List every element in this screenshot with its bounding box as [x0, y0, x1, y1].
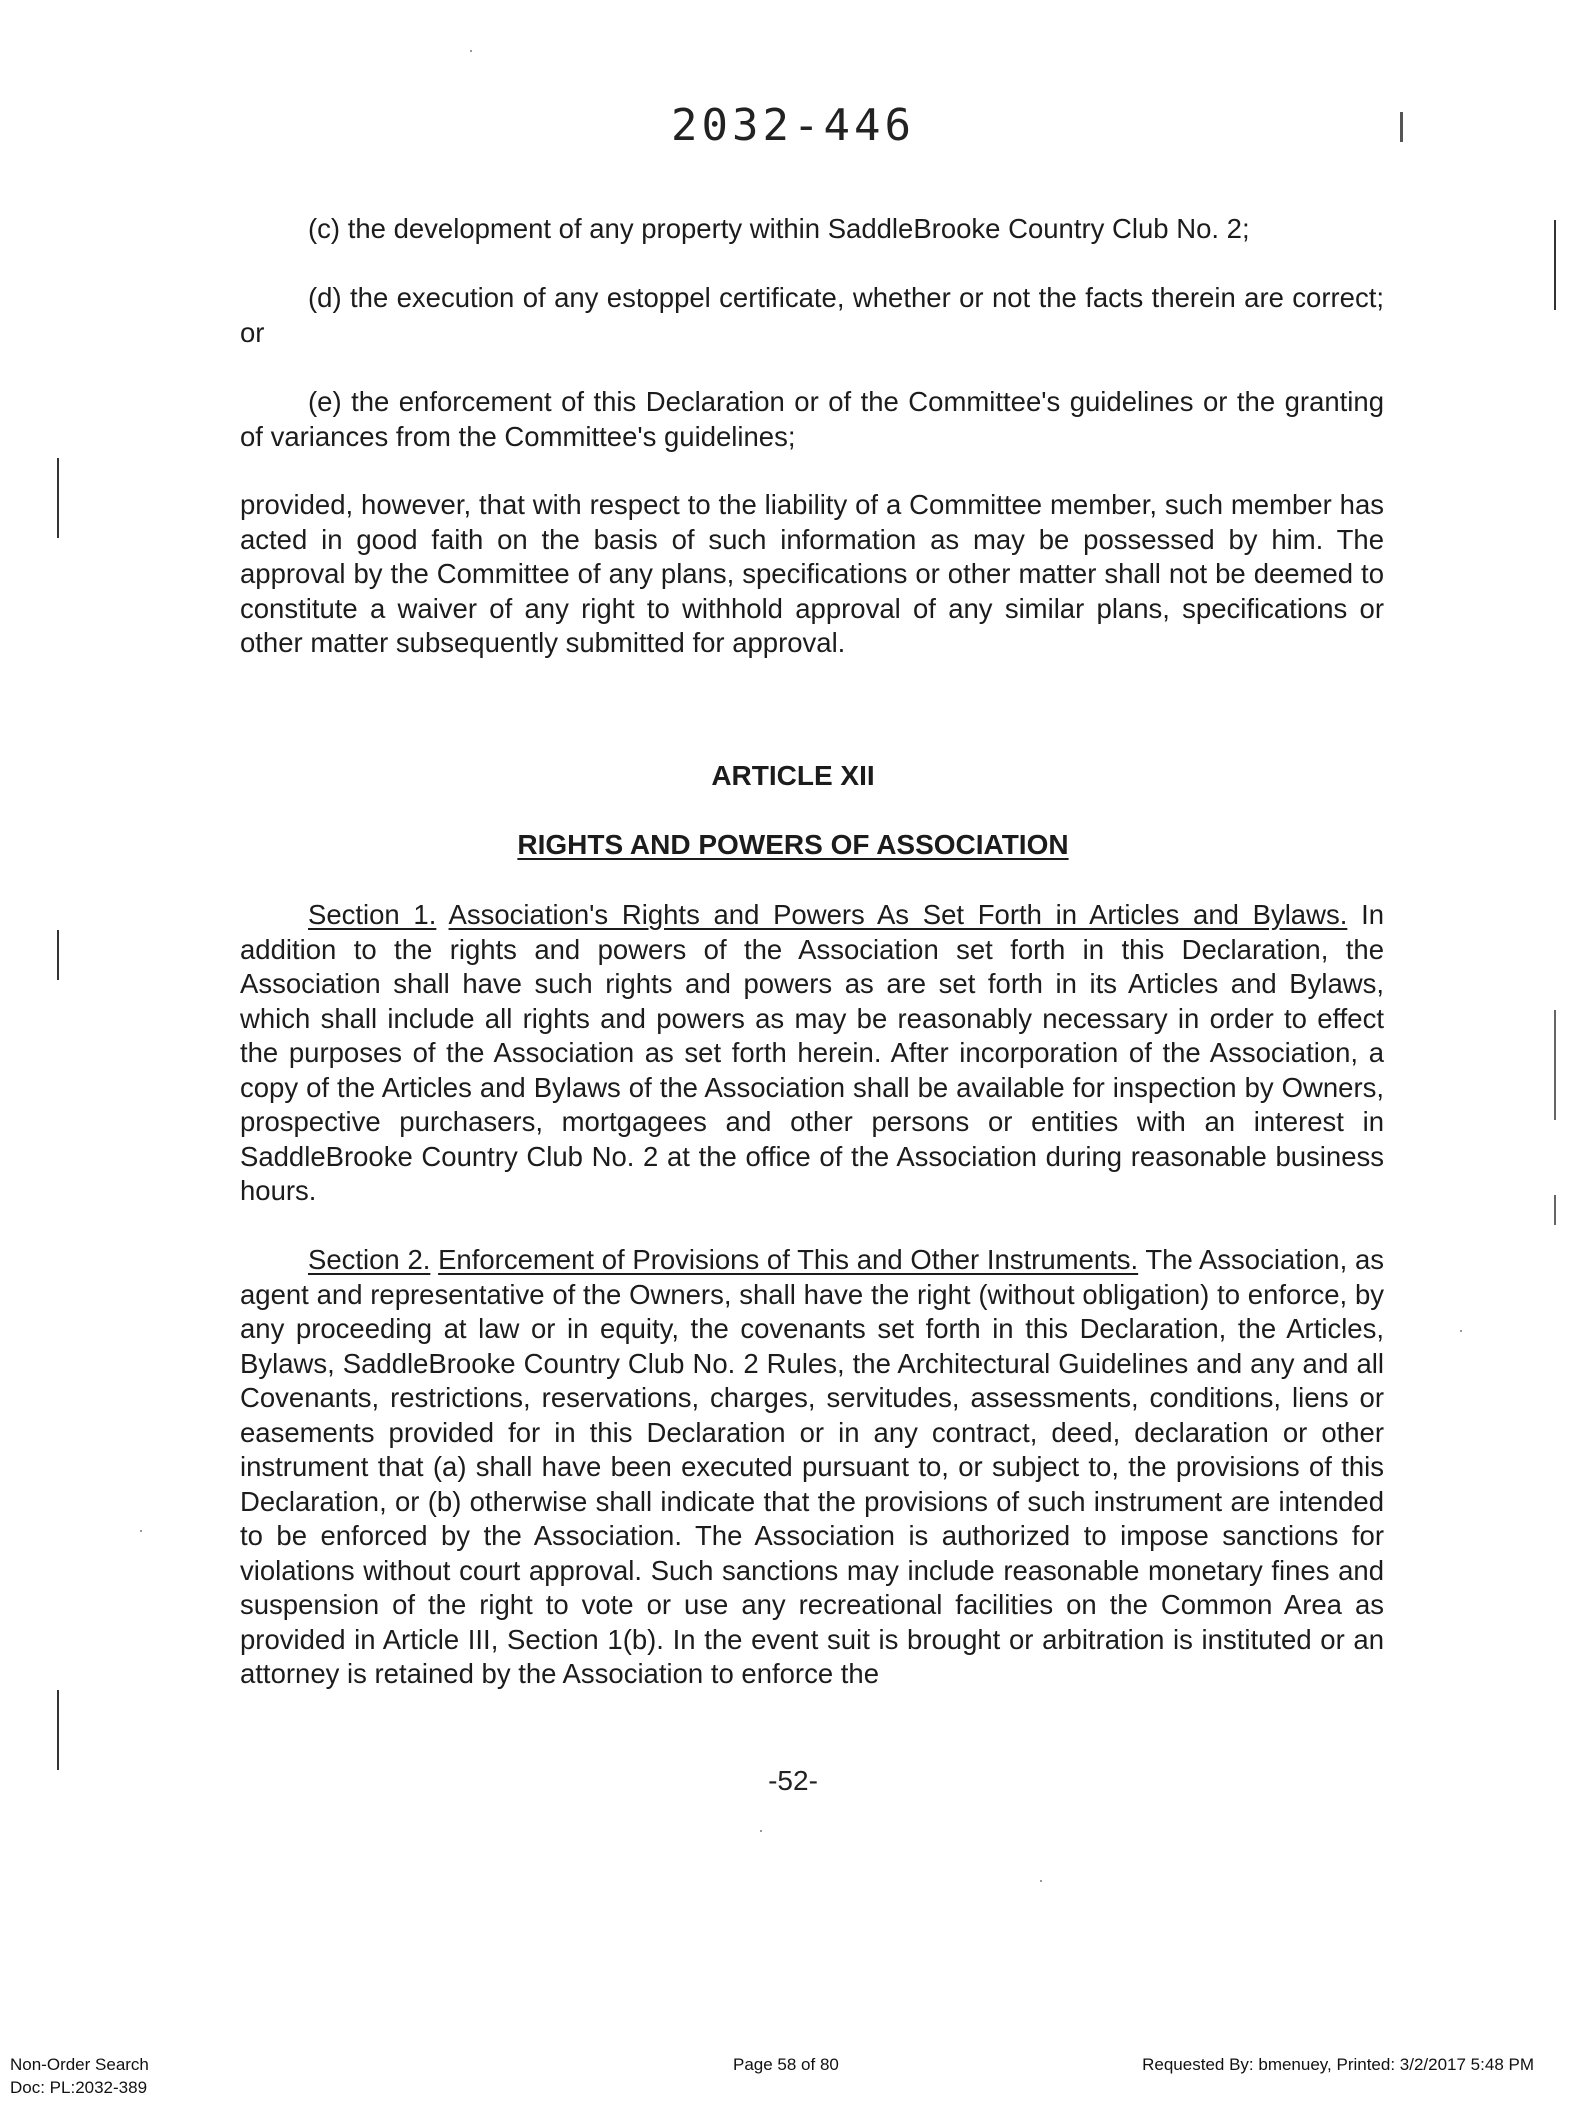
- section-1: [240, 898, 1384, 1209]
- scan-mark: [57, 1690, 59, 1770]
- scan-speck: [1040, 1880, 1042, 1882]
- scan-speck: [1460, 1330, 1462, 1332]
- clause-d: (d) the execution of any estoppel certificate, whether or not the facts therein are correct; or: [240, 282, 1384, 348]
- footer-search-type: Non-Order Search: [10, 2055, 149, 2074]
- page-number: -52-: [768, 1765, 818, 1796]
- footer-doc-id: Doc: PL:2032-389: [10, 2078, 148, 2097]
- article-title-text: RIGHTS AND POWERS OF ASSOCIATION: [517, 829, 1069, 860]
- proviso-paragraph: provided, however, that with respect to the liability of a Committee member, such member has acted in good faith on the basis of such information as may be possessed by him. The approval by the Committee of any plans, specifications or other matter shall not be deemed to constitute a waiver of any right to withhold approval of any similar plans, specifications or other matter subsequently submitted for approval.: [240, 489, 1384, 658]
- scan-mark: [57, 930, 59, 980]
- scan-mark: [1400, 112, 1403, 142]
- section-1-title: Association's Rights and Powers As Set Forth in Articles and Bylaws.: [448, 899, 1348, 930]
- section-2-text: The Association, as agent and representative of the Owners, shall have the right (without obligation) to enforce, by any proceeding at law or in equity, the covenants set forth in this Declaration, the Articles, Bylaws, SaddleBrooke Country Club No. 2 Rules, the Architectural Guidelines and any and all Covenants, restrictions, reservations, charges, servitudes, assessments, conditions, liens or easements provided for in this Declaration or in any contract, deed, declaration or other instrument that (a) shall have been executed pursuant to, or subject to, the provisions of this Declaration, or (b) otherwise shall indicate that the provisions of such instrument are intended to be enforced by the Association. The Association is authorized to impose sanctions for violations without court approval. Such sanctions may include reasonable monetary fines and suspension of the right to vote or use any recreational facilities on the Common Area as provided in Article III, Section 1(b). In the event suit is brought or arbitration is instituted or an attorney is retained by the Association to enforce the: [240, 1244, 1384, 1689]
- article-title: [0, 829, 1586, 861]
- record-number: 2032-446: [671, 100, 915, 151]
- section-1-heading: Section 1.: [308, 899, 437, 930]
- section-2-heading: Section 2.: [308, 1244, 431, 1275]
- scan-mark: [1554, 1010, 1556, 1120]
- section-1-text: In addition to the rights and powers of the Association set forth in this Declaration, the Association shall have such rights and powers as are set forth in its Articles and Bylaws, which shall include all rights and powers as may be reasonably necessary in order to effect the purposes of the Association as set forth herein. After incorporation of the Association, a copy of the Articles and Bylaws of the Association shall be available for inspection by Owners, prospective purchasers, mortgagees and other persons or entities with an interest in SaddleBrooke Country Club No. 2 at the office of the Association during reasonable business hours.: [240, 899, 1384, 1206]
- scan-speck: [470, 50, 472, 52]
- article-number: ARTICLE XII: [711, 760, 875, 791]
- clause-e: (e) the enforcement of this Declaration or of the Committee's guidelines or the granting of variances from the Committee's guidelines;: [240, 386, 1384, 452]
- section-2: [240, 1243, 1384, 1692]
- scan-mark: [1554, 220, 1556, 310]
- scan-mark: [1554, 1195, 1556, 1225]
- scan-speck: [140, 1530, 142, 1532]
- footer-page-count: Page 58 of 80: [733, 2055, 839, 2074]
- section-2-title: Enforcement of Provisions of This and Other Instruments.: [438, 1244, 1139, 1275]
- scan-speck: [760, 1830, 762, 1832]
- scan-mark: [57, 458, 59, 538]
- clause-c: (c) the development of any property within SaddleBrooke Country Club No. 2;: [308, 213, 1250, 244]
- footer-requested-by: Requested By: bmenuey, Printed: 3/2/2017 5:48 PM: [1142, 2055, 1534, 2074]
